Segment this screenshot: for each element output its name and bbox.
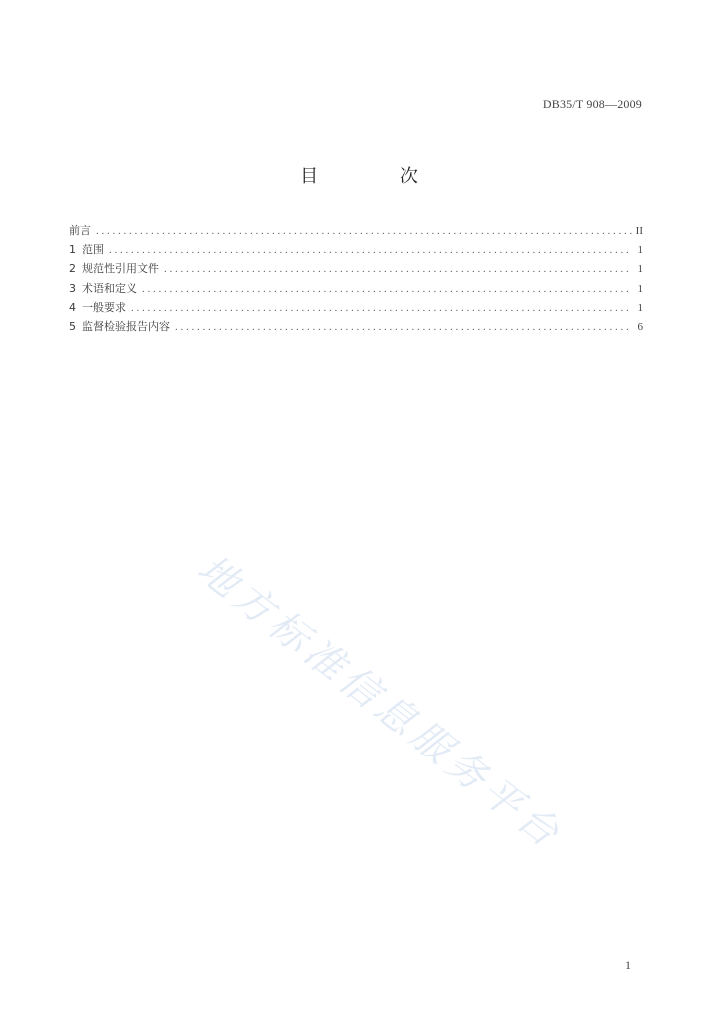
toc-entry-number: 2 bbox=[69, 262, 76, 276]
toc-entry-number: 3 bbox=[69, 281, 76, 295]
page-title: 目 次 bbox=[300, 166, 456, 187]
toc-entry-number: 4 bbox=[69, 300, 76, 314]
toc-entry-page: II bbox=[635, 225, 643, 237]
toc-entry-number: 5 bbox=[69, 319, 76, 333]
toc-entry-page: 1 bbox=[637, 282, 643, 295]
watermark: 地方标准信息服务平台 bbox=[188, 546, 572, 860]
document-code: DB35/T 908—2009 bbox=[542, 97, 642, 111]
toc-entry-foreword[interactable] bbox=[69, 222, 643, 241]
table-of-contents bbox=[69, 222, 643, 337]
toc-leader-dots bbox=[164, 263, 632, 275]
toc-leader-dots bbox=[96, 225, 632, 237]
toc-entry-page: 6 bbox=[637, 320, 643, 333]
toc-entry-label: 范围 bbox=[82, 243, 104, 257]
toc-leader-dots bbox=[142, 283, 632, 295]
toc-leader-dots bbox=[131, 302, 632, 314]
toc-entry-inspection-report[interactable] bbox=[69, 318, 643, 337]
toc-entry-label: 一般要求 bbox=[82, 300, 126, 314]
toc-entry-label: 规范性引用文件 bbox=[82, 262, 159, 276]
toc-entry-label: 监督检验报告内容 bbox=[82, 319, 170, 333]
toc-leader-dots bbox=[175, 321, 632, 333]
toc-entry-page: 1 bbox=[637, 244, 643, 257]
toc-entry-page: 1 bbox=[637, 301, 643, 314]
toc-entry-number: 1 bbox=[69, 243, 76, 257]
toc-entry-general-requirements[interactable] bbox=[69, 299, 643, 318]
toc-entry-normative-references[interactable] bbox=[69, 260, 643, 279]
toc-entry-scope[interactable] bbox=[69, 241, 643, 260]
toc-entry-label: 术语和定义 bbox=[82, 281, 137, 295]
toc-leader-dots bbox=[109, 244, 632, 256]
page-number: 1 bbox=[625, 958, 631, 972]
toc-entry-label: 前言 bbox=[69, 224, 91, 237]
toc-entry-page: 1 bbox=[637, 263, 643, 276]
toc-entry-terms-definitions[interactable] bbox=[69, 280, 643, 299]
